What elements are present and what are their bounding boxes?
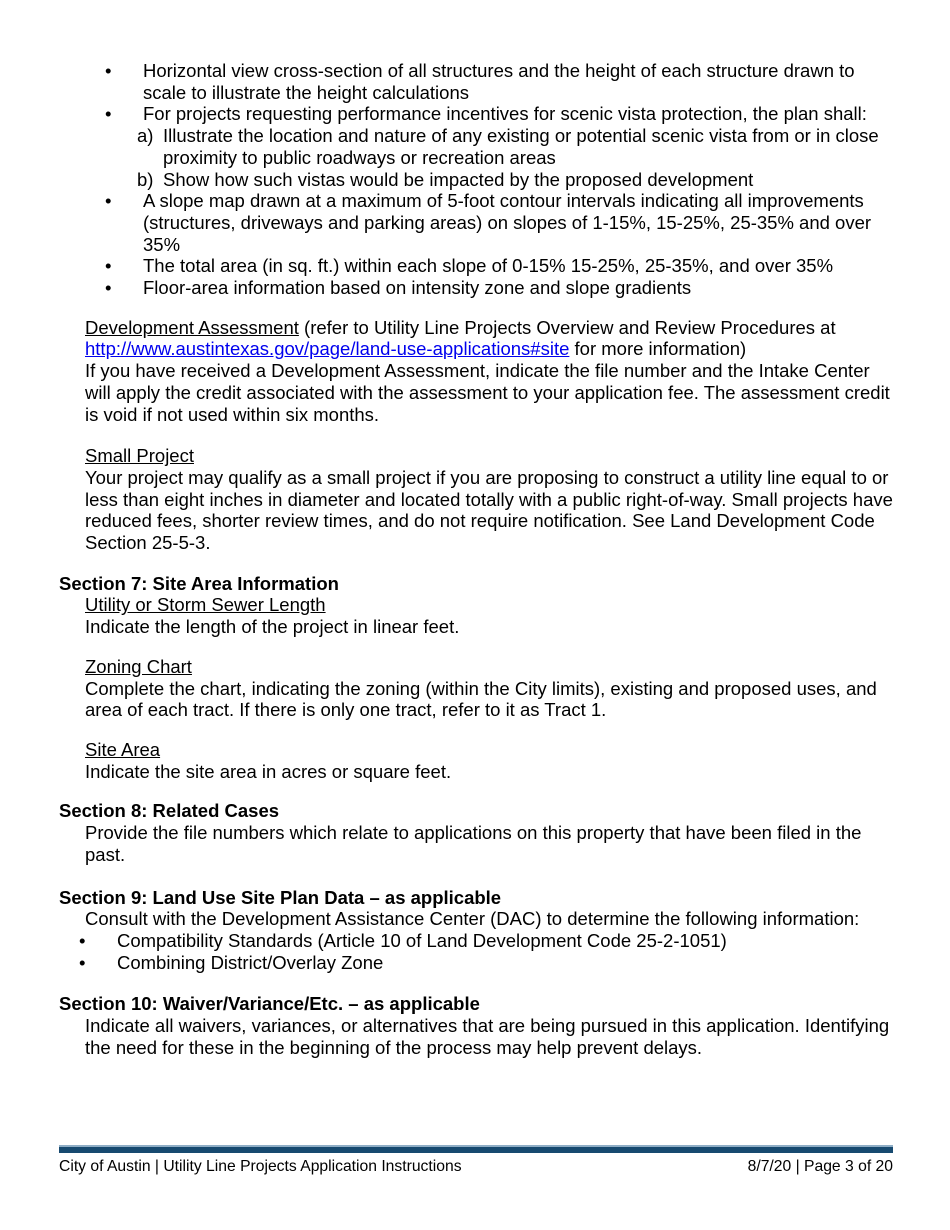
- bullet-icon: •: [105, 277, 112, 299]
- subsection-utility-length: [85, 594, 898, 637]
- section-7-title: Section 7: Site Area Information: [59, 572, 339, 594]
- list-item-text: Combining District/Overlay Zone: [117, 951, 384, 973]
- page-content: [59, 60, 898, 1058]
- small-project-body: Your project may qualify as a small project if you are proposing to construct a utility line equal to or less than eight inches in diameter and located totally with a public right-of-way. Small projects have reduced fees, shorter review times, and do not require notification. See Land Development Code Section 25-5-3.: [85, 466, 893, 554]
- development-assessment-intro: [85, 317, 898, 360]
- land-use-applications-link[interactable]: http://www.austintexas.gov/page/land-use-applications#site: [85, 338, 570, 360]
- section-9: [59, 887, 898, 974]
- section-8: [59, 800, 898, 865]
- sub-list-item: [137, 125, 898, 168]
- list-item-text: For projects requesting performance incentives for scenic vista protection, the plan shall:: [143, 103, 867, 125]
- list-item-text: A slope map drawn at a maximum of 5-foot contour intervals indicating all improvements (structures, driveways and parking areas) on slopes of 1-15%, 15-25%, 25-35% and over 35%: [143, 190, 872, 255]
- development-assessment-body: If you have received a Development Assessment, indicate the file number and the Intake Center will apply the credit associated with the assessment to your application fee. The assessment credit is void if not used within six months.: [85, 360, 890, 425]
- section-8-content: [85, 822, 898, 865]
- subsection-heading: Site Area: [85, 738, 161, 760]
- list-item: [105, 190, 898, 255]
- section-10-title: Section 10: Waiver/Variance/Etc. – as applicable: [59, 993, 480, 1015]
- section-10-content: [85, 1015, 898, 1058]
- list-item-text: Horizontal view cross-section of all structures and the height of each structure drawn to scale to illustrate the height calculations: [143, 60, 855, 103]
- list-item: [79, 929, 872, 952]
- subsection-heading: Zoning Chart: [85, 655, 192, 677]
- footer-rule: [59, 1145, 893, 1153]
- section-10: [59, 993, 898, 1058]
- page-footer: [59, 1145, 893, 1176]
- development-assessment-block: [85, 317, 898, 426]
- section-9-title: Section 9: Land Use Site Plan Data – as applicable: [59, 886, 502, 908]
- sub-list-item: [137, 168, 898, 191]
- list-item-text: The total area (in sq. ft.) within each slope of 0-15% 15-25%, 25-35%, and over 35%: [143, 255, 834, 277]
- footer-text-row: [59, 1157, 893, 1176]
- section-9-content: [85, 908, 898, 930]
- footer-page-number: 8/7/20 | Page 3 of 20: [747, 1158, 893, 1175]
- sub-item-marker: a): [137, 125, 154, 147]
- bullet-icon: •: [105, 190, 112, 212]
- section-9-body: Consult with the Development Assistance Center (DAC) to determine the following information:: [85, 908, 860, 930]
- bullet-icon: •: [79, 951, 86, 973]
- section-7-content: [85, 594, 898, 782]
- list-item: [105, 255, 898, 277]
- subsection-body: Indicate the site area in acres or square feet.: [85, 760, 452, 782]
- list-item-text: Compatibility Standards (Article 10 of Land Development Code 25-2-1051): [117, 929, 727, 951]
- subsection-heading: Utility or Storm Sewer Length: [85, 594, 326, 616]
- section-10-body: Indicate all waivers, variances, or alternatives that are being pursued in this application. Identifying the need for these in the beginning of the process may help prevent delays.: [85, 1015, 890, 1058]
- subsection-body: Indicate the length of the project in linear feet.: [85, 616, 460, 638]
- sub-item-text: Illustrate the location and nature of any existing or potential scenic vista from or in close proximity to public roadways or recreation areas: [163, 125, 879, 168]
- list-item: [105, 60, 898, 103]
- section-7: [59, 573, 898, 783]
- development-assessment-heading: Development Assessment: [85, 316, 299, 338]
- subsection-body: Complete the chart, indicating the zoning (within the City limits), existing and proposed uses, and area of each tract. If there is only one tract, refer to it as Tract 1.: [85, 677, 877, 721]
- sub-item-marker: b): [137, 168, 154, 190]
- development-assessment-intro-tail: for more information): [569, 338, 747, 360]
- bullet-icon: •: [105, 103, 112, 125]
- sub-item-text: Show how such vistas would be impacted by the proposed development: [163, 168, 754, 190]
- development-assessment-intro-text: (refer to Utility Line Projects Overview and Review Procedures at: [298, 316, 836, 338]
- bullet-icon: •: [105, 255, 112, 277]
- list-item: [79, 951, 872, 974]
- small-project-block: [85, 445, 898, 554]
- requirements-bullet-list: [59, 60, 898, 299]
- section-9-bullet-list: [59, 930, 872, 973]
- list-item: [105, 103, 898, 190]
- section-8-title: Section 8: Related Cases: [59, 800, 280, 822]
- list-item: [105, 277, 898, 299]
- section-8-body: Provide the file numbers which relate to applications on this property that have been filed in the past.: [85, 822, 862, 865]
- footer-left-text: City of Austin | Utility Line Projects Application Instructions: [59, 1158, 462, 1175]
- list-item-text: Floor-area information based on intensity zone and slope gradients: [143, 277, 692, 299]
- bullet-icon: •: [79, 929, 86, 951]
- subsection-zoning-chart: [85, 656, 898, 721]
- bullet-icon: •: [105, 60, 112, 81]
- subsection-site-area: [85, 739, 898, 782]
- small-project-heading: Small Project: [85, 445, 194, 467]
